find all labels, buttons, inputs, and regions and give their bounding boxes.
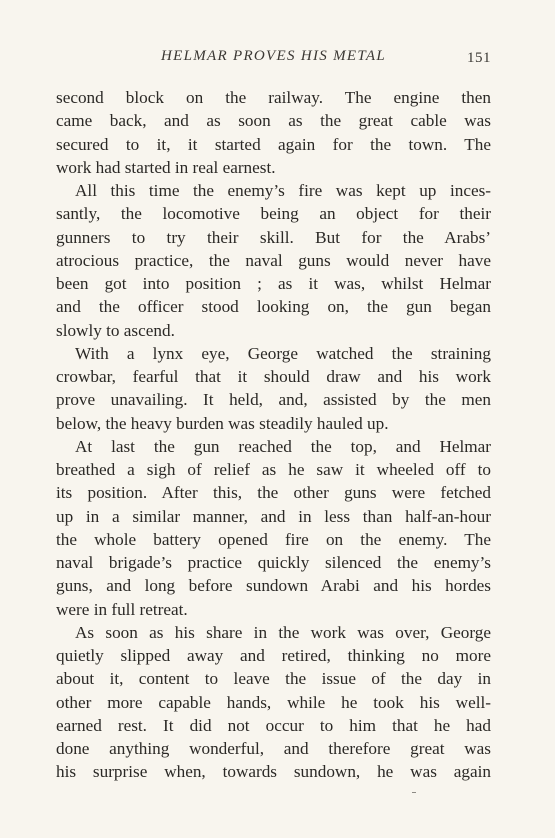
text-line-30: his surprise when, towards sundown, he was again (56, 762, 491, 782)
text-line-15: below, the heavy burden was steadily hauled up. (56, 413, 389, 433)
text-line-12: With a lynx eye, George watched the straining (75, 343, 491, 363)
body-text (56, 86, 491, 784)
text-line-17: breathed a sigh of relief as he saw it wheeled off to (56, 460, 491, 479)
text-line-13: crowbar, fearful that it should draw and his work (56, 367, 491, 386)
text-line-18: its position. After this, the other guns were fetched (56, 483, 491, 503)
text-line-21: naval brigade’s practice quickly silenced the enemy’s (56, 553, 491, 572)
text-line-7: gunners to try their skill. But for the Arabs’ (56, 227, 491, 247)
text-line-3: secured to it, it started again for the town. The (56, 134, 491, 154)
text-line-2: came back, and as soon as the great cable was (56, 111, 491, 131)
text-line-11: slowly to ascend. (56, 320, 175, 340)
text-line-4: work had started in real earnest. (56, 157, 276, 177)
text-line-9: been got into position ; as it was, whilst Helmar (56, 274, 491, 293)
text-line-26: about it, content to leave the issue of the day in (56, 669, 491, 689)
text-line-14: prove unavailing. It held, and, assisted by the men (56, 390, 491, 410)
text-line-23: were in full retreat. (56, 599, 188, 619)
text-line-5: All this time the enemy’s fire was kept up inces- (75, 181, 491, 200)
text-line-28: earned rest. It did not occur to him that he had (56, 715, 491, 735)
text-line-16: At last the gun reached the top, and Helmar (75, 436, 491, 456)
text-line-27: other more capable hands, while he took his well- (56, 692, 491, 712)
text-line-8: atrocious practice, the naval guns would never have (56, 250, 491, 270)
page-number: 151 (467, 50, 491, 66)
running-head (56, 48, 491, 70)
text-line-22: guns, and long before sundown Arabi and his hordes (56, 576, 491, 596)
text-line-10: and the officer stood looking on, the gun began (56, 297, 491, 317)
text-line-1: second block on the railway. The engine then (56, 88, 491, 107)
text-line-25: quietly slipped away and retired, thinking no more (56, 646, 491, 665)
text-line-29: done anything wonderful, and therefore great was (56, 739, 491, 758)
text-line-6: santly, the locomotive being an object for their (56, 204, 491, 224)
running-title: HELMAR PROVES HIS METAL (160, 48, 386, 64)
text-line-24: As soon as his share in the work was over, George (75, 622, 491, 642)
print-mark (412, 792, 416, 793)
text-line-19: up in a similar manner, and in less than half-an-hour (56, 506, 491, 526)
text-line-20: the whole battery opened fire on the enemy. The (56, 529, 491, 549)
